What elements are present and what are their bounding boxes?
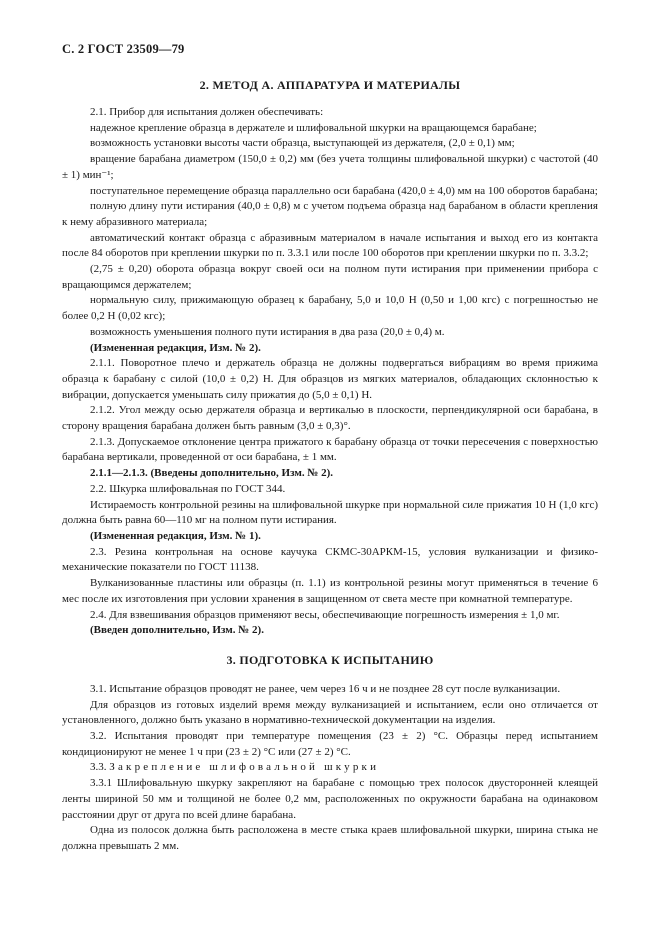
amendment-note: (Измененная редакция, Изм. № 1).	[90, 529, 261, 542]
paragraph-2-1-3: 2.1.3. Допускаемое отклонение центра прижатого к барабану образца от точки пересечения с поверхностью барабана вертикали, проведенной от оси барабана, ± 1 мм.	[62, 435, 598, 464]
paragraph: надежное крепление образца в держателе и шлифовальной шкурки на вращающемся барабане;	[90, 121, 537, 134]
amendment-note: (Измененная редакция, Изм. № 2).	[90, 341, 261, 354]
paragraph-2-1: 2.1. Прибор для испытания должен обеспечивать:	[90, 106, 324, 118]
paragraph-3-3-1: 3.3.1 Шлифовальную шкурку закрепляют на барабане с помощью трех полосок двусторонней клеящей ленты шириной 50 мм и толщиной не более 0,2 мм, расположенных по окружности барабана на одинаковом расстоянии друг от друга по всей длине барабана.	[62, 777, 598, 821]
amendment-note: (Введен дополнительно, Изм. № 2).	[90, 624, 264, 637]
paragraph: Одна из полосок должна быть расположена в месте стыка краев шлифовальной шкурки, ширина стыка не должна превышать 2 мм.	[62, 824, 598, 852]
paragraph: возможность установки высоты части образца, выступающей из держателя, (2,0 ± 0,1) мм;	[90, 137, 515, 150]
paragraph-3-1: 3.1. Испытание образцов проводят не ранее, чем через 16 ч и не позднее 28 сут после вулканизации.	[90, 682, 561, 695]
paragraph: вращение барабана диаметром (150,0 ± 0,2) мм (без учета толщины шлифовальной шкурки) с частотой (40 ± 1) мин⁻¹;	[62, 153, 598, 181]
section-2-title: 2. МЕТОД А. АППАРАТУРА И МАТЕРИАЛЫ	[199, 78, 461, 92]
section-3-title: 3. ПОДГОТОВКА К ИСПЫТАНИЮ	[226, 652, 434, 667]
paragraph: нормальную силу, прижимающую образец к барабану, 5,0 и 10,0 Н (0,50 и 1,00 кгс) с погрешностью не более 0,2 Н (0,02 кгс);	[62, 294, 598, 323]
paragraph-2-1-2: 2.1.2. Угол между осью держателя образца и вертикалью в плоскости, перпендикулярной оси барабана, в сторону вращения барабана должен быть равным (3,0 ± 0,3)°.	[62, 404, 598, 433]
paragraph-3-3	[62, 760, 598, 776]
amendment-note: 2.1.1—2.1.3. (Введены дополнительно, Изм. № 2).	[90, 467, 334, 480]
paragraph-2-4: 2.4. Для взвешивания образцов применяют весы, обеспечивающие погрешность измерения ± 1,0 мг.	[90, 608, 560, 621]
paragraph-2-1-1: 2.1.1. Поворотное плечо и держатель образца не должны подвергаться вибрациям во время прижима образца к барабану с силой (10,0 ± 0,2) Н. Для образцов из мягких материалов, обладающих склонностью к вибрации, допускается уменьшать силу прижатия до (5,0 ± 0,1) Н.	[62, 357, 598, 401]
clause-number: 3.3.	[90, 761, 107, 774]
clause-heading: Закрепление шлифовальной шкурки	[109, 761, 380, 774]
paragraph: Для образцов из готовых изделий время между вулканизацией и испытанием, если оно отличается от установленного, должно быть указано в нормативно-технической документации на изделия.	[62, 698, 598, 727]
document-body	[62, 78, 598, 855]
paragraph: автоматический контакт образца с абразивным материалом в начале испытания и выход его из контакта после 84 оборотов при креплении шкурки по п. 3.3.1 или после 100 оборотов при креплении шкурки по п. 3.3.2;	[62, 231, 598, 260]
paragraph: (2,75 ± 0,20) оборота образца вокруг своей оси на полном пути истирания при применении прибора с вращающимся держателем;	[62, 263, 598, 291]
paragraph: полную длину пути истирания (40,0 ± 0,8) м с учетом подъема образца над барабаном в области крепления к нему абразивного материала;	[62, 200, 598, 228]
paragraph: поступательное перемещение образца параллельно оси барабана (420,0 ± 4,0) мм на 100 оборотов барабана;	[90, 184, 598, 197]
paragraph: Истираемость контрольной резины на шлифовальной шкурке при нормальной силе прижатия 10 Н (1,0 кгс) должна быть равна 60—110 мг на полном пути истирания.	[62, 498, 598, 527]
paragraph-3-2: 3.2. Испытания проводят при температуре помещения (23 ± 2) °С. Образцы перед испытанием кондиционируют не менее 1 ч при (23 ± 2) °С или (27 ± 2) °С.	[62, 730, 598, 758]
paragraph: Вулканизованные пластины или образцы (п. 1.1) из контрольной резины могут применяться в течение 6 мес после их изготовления при условии хранения в защищенном от света месте при комнатной температуре.	[62, 577, 598, 605]
paragraph: возможность уменьшения полного пути истирания в два раза (20,0 ± 0,4) м.	[90, 325, 445, 338]
paragraph-2-2: 2.2. Шкурка шлифовальная по ГОСТ 344.	[90, 482, 286, 495]
page-header: С. 2 ГОСТ 23509—79	[62, 42, 185, 56]
paragraph-2-3: 2.3. Резина контрольная на основе каучука СКМС-30АРКМ-15, условия вулканизации и физико-механические показатели по ГОСТ 11138.	[62, 545, 598, 574]
